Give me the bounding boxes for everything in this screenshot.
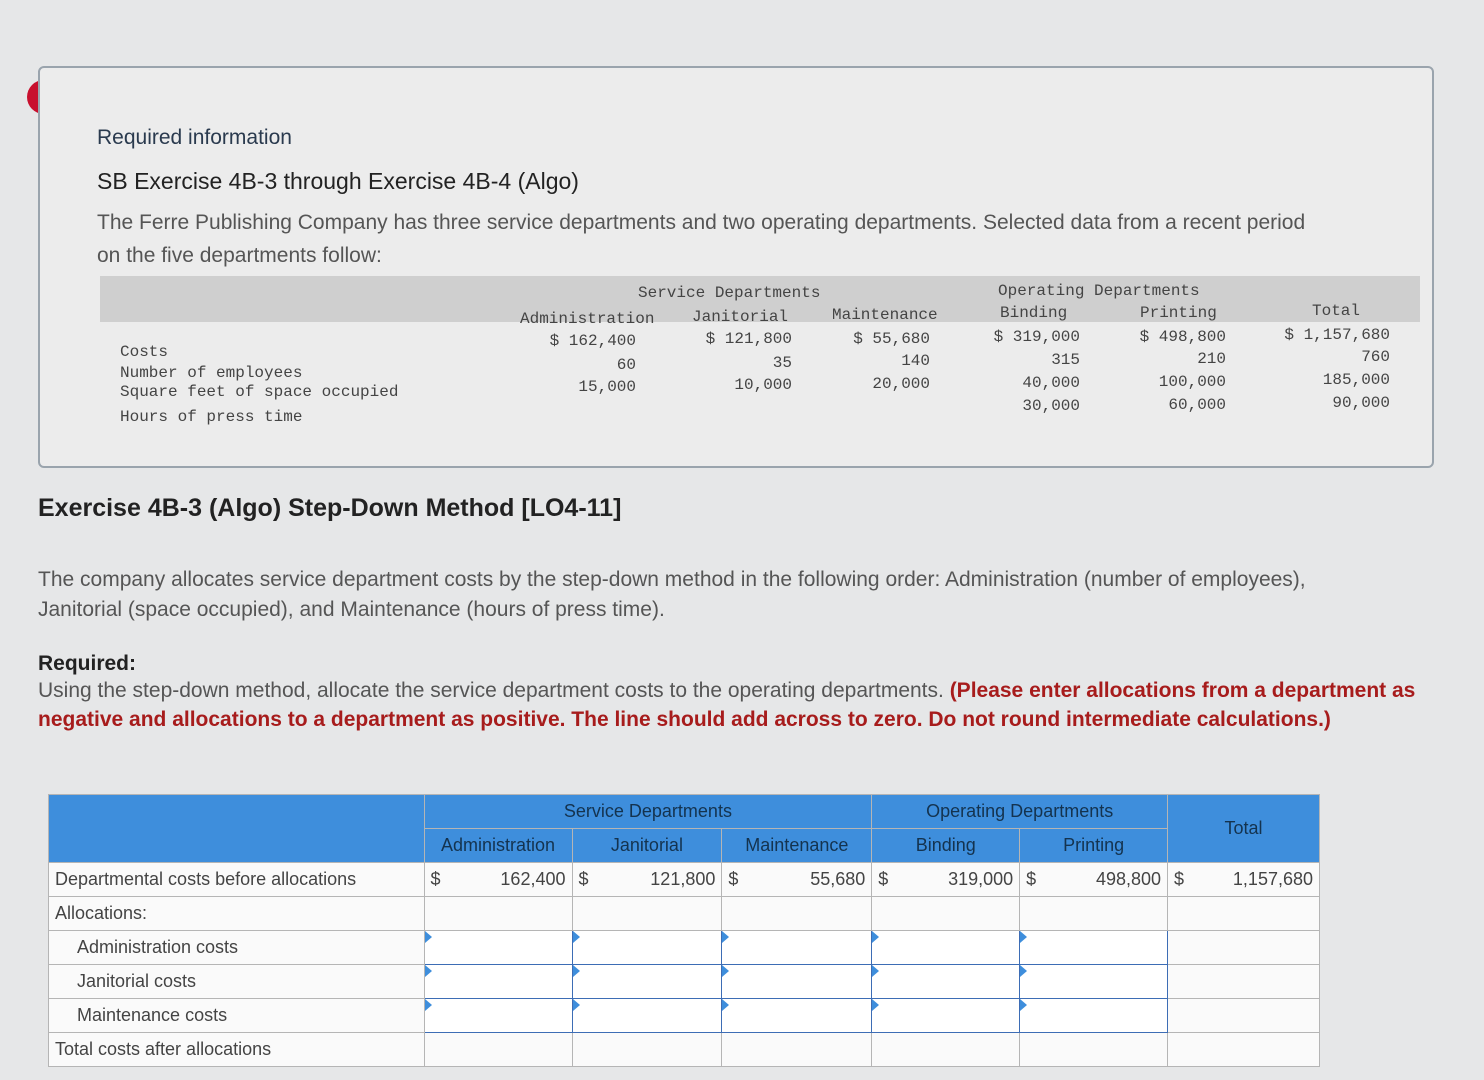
cost-value: 162,400 (500, 869, 566, 889)
empty-cell (1168, 965, 1320, 999)
source-cell: 60 (616, 356, 636, 374)
maintenance-alloc-admin-input[interactable] (424, 999, 572, 1033)
empty-cell (1168, 999, 1320, 1033)
required-info-panel (38, 66, 1434, 468)
currency-symbol: $ (1174, 869, 1185, 889)
amount-input[interactable] (1026, 1001, 1165, 1031)
required-instruction: Using the step-down method, allocate the service department costs to the operating departments. (38, 679, 944, 702)
source-col-total: Total (1312, 302, 1361, 320)
currency-symbol: $ (578, 869, 589, 889)
amount-input[interactable] (579, 967, 720, 997)
empty-cell (1168, 931, 1320, 965)
janitorial-alloc-printing-input[interactable] (1020, 965, 1168, 999)
source-row-label: Costs (120, 343, 169, 361)
alloc-col-printing: Printing (1020, 829, 1168, 863)
empty-cell (424, 1033, 572, 1067)
source-service-header: Service Departments (638, 284, 821, 302)
source-col-printing: Printing (1140, 304, 1217, 322)
source-cell: $ 121,800 (705, 330, 792, 348)
allocation-row-label: Janitorial costs (49, 965, 425, 999)
amount-input[interactable] (878, 1001, 1017, 1031)
empty-cell (572, 897, 722, 931)
exercise-title: Exercise 4B-3 (Algo) Step-Down Method [LO4-11] (38, 494, 622, 522)
header-blank (49, 795, 425, 863)
empty-cell (1020, 897, 1168, 931)
amount-input[interactable] (431, 1001, 570, 1031)
admin-alloc-binding-input[interactable] (872, 931, 1020, 965)
exercise-set-title: SB Exercise 4B-3 through Exercise 4B-4 (Algo) (97, 168, 579, 194)
amount-input[interactable] (728, 967, 869, 997)
cost-value: 319,000 (948, 869, 1014, 889)
currency-symbol: $ (728, 869, 739, 889)
empty-cell (572, 1033, 722, 1067)
source-cell: 100,000 (1158, 373, 1226, 391)
exercise-paragraph: The company allocates service department costs by the step-down method in the following order: Administration (number of employees), Janitorial (space occupied), and Maintenance (hours of press time). (38, 568, 1306, 621)
source-col-administration: Administration (520, 310, 655, 328)
empty-cell (1168, 1033, 1320, 1067)
table-row (49, 965, 1320, 999)
currency-symbol: $ (430, 869, 441, 889)
empty-cell (1020, 1033, 1168, 1067)
required-note: (Please enter allocations from a department as negative and allocations to a department as positive. The line should add across to zero. Do not round intermediate calculations.) (38, 679, 1416, 731)
allocation-table (48, 794, 1320, 1067)
maintenance-alloc-printing-input[interactable] (1020, 999, 1168, 1033)
alloc-col-binding: Binding (872, 829, 1020, 863)
value-cell (1020, 863, 1168, 897)
source-cell: 30,000 (1022, 397, 1080, 415)
source-cell: 40,000 (1022, 374, 1080, 392)
source-cell: 20,000 (872, 375, 930, 393)
maintenance-alloc-maintenance-input[interactable] (722, 999, 872, 1033)
janitorial-alloc-maintenance-input[interactable] (722, 965, 872, 999)
required-info-heading: Required information (97, 126, 292, 149)
empty-cell (424, 897, 572, 931)
allocation-row-label: Administration costs (49, 931, 425, 965)
amount-input[interactable] (728, 933, 869, 963)
source-cell: $ 55,680 (853, 330, 930, 348)
source-row-label: Hours of press time (120, 408, 303, 426)
value-cell (722, 863, 872, 897)
janitorial-alloc-admin-input[interactable] (424, 965, 572, 999)
amount-input[interactable] (431, 933, 570, 963)
total-row-label: Total costs after allocations (49, 1033, 425, 1067)
source-col-janitorial: Janitorial (692, 308, 789, 326)
amount-input[interactable] (431, 967, 570, 997)
maintenance-alloc-janitorial-input[interactable] (572, 999, 722, 1033)
row-before-label: Departmental costs before allocations (49, 863, 425, 897)
cost-value: 121,800 (650, 869, 716, 889)
admin-alloc-janitorial-input[interactable] (572, 931, 722, 965)
intro-text: The Ferre Publishing Company has three service departments and two operating departments. Selected data from a recent period on the five departments follow: (97, 211, 1306, 267)
alloc-total-header: Total (1168, 795, 1320, 863)
janitorial-alloc-janitorial-input[interactable] (572, 965, 722, 999)
empty-cell (722, 1033, 872, 1067)
alloc-service-header: Service Departments (424, 795, 872, 829)
source-cell: 760 (1361, 348, 1390, 366)
alloc-col-janitorial: Janitorial (572, 829, 722, 863)
admin-alloc-printing-input[interactable] (1020, 931, 1168, 965)
value-cell (572, 863, 722, 897)
cost-value: 55,680 (810, 869, 866, 889)
value-cell (1168, 863, 1320, 897)
empty-cell (722, 897, 872, 931)
source-operating-header: Operating Departments (998, 282, 1200, 300)
source-cell: 35 (772, 354, 792, 372)
amount-input[interactable] (1026, 933, 1165, 963)
maintenance-alloc-binding-input[interactable] (872, 999, 1020, 1033)
amount-input[interactable] (728, 1001, 869, 1031)
source-col-maintenance: Maintenance (832, 306, 938, 324)
amount-input[interactable] (878, 933, 1017, 963)
currency-symbol: $ (878, 869, 889, 889)
janitorial-alloc-binding-input[interactable] (872, 965, 1020, 999)
table-row (49, 863, 1320, 897)
admin-alloc-admin-input[interactable] (424, 931, 572, 965)
amount-input[interactable] (1026, 967, 1165, 997)
source-cell: $ 319,000 (993, 328, 1080, 346)
currency-symbol: $ (1026, 869, 1037, 889)
source-cell: 60,000 (1168, 396, 1226, 414)
source-cell: 210 (1197, 350, 1226, 368)
source-cell: 185,000 (1322, 371, 1390, 389)
value-cell (424, 863, 572, 897)
empty-cell (1168, 897, 1320, 931)
source-cell: 15,000 (578, 378, 636, 396)
source-cell: 10,000 (734, 376, 792, 394)
source-cell: 90,000 (1332, 394, 1390, 412)
alloc-col-administration: Administration (424, 829, 572, 863)
empty-cell (872, 1033, 1020, 1067)
cost-value: 498,800 (1095, 869, 1162, 889)
required-text (38, 676, 1418, 734)
amount-input[interactable] (579, 933, 720, 963)
source-row-label: Number of employees (120, 364, 303, 382)
table-row (49, 1033, 1320, 1067)
alloc-col-maintenance: Maintenance (722, 829, 872, 863)
source-col-binding: Binding (1000, 304, 1068, 322)
allocation-row-label: Maintenance costs (49, 999, 425, 1033)
empty-cell (872, 897, 1020, 931)
value-cell (872, 863, 1020, 897)
source-cell: $ 1,157,680 (1284, 326, 1390, 344)
alloc-operating-header: Operating Departments (872, 795, 1168, 829)
source-cell: 140 (901, 352, 930, 370)
source-cell: $ 498,800 (1139, 328, 1226, 346)
table-row (49, 897, 1320, 931)
cost-value: 1,157,680 (1232, 869, 1313, 889)
source-cell: 315 (1051, 351, 1080, 369)
source-cell: $ 162,400 (549, 332, 636, 350)
required-label: Required: (38, 652, 137, 675)
amount-input[interactable] (878, 967, 1017, 997)
table-row (49, 931, 1320, 965)
allocations-label: Allocations: (49, 897, 425, 931)
amount-input[interactable] (579, 1001, 720, 1031)
admin-alloc-maintenance-input[interactable] (722, 931, 872, 965)
table-row (49, 999, 1320, 1033)
source-row-label: Square feet of space occupied (120, 383, 399, 401)
